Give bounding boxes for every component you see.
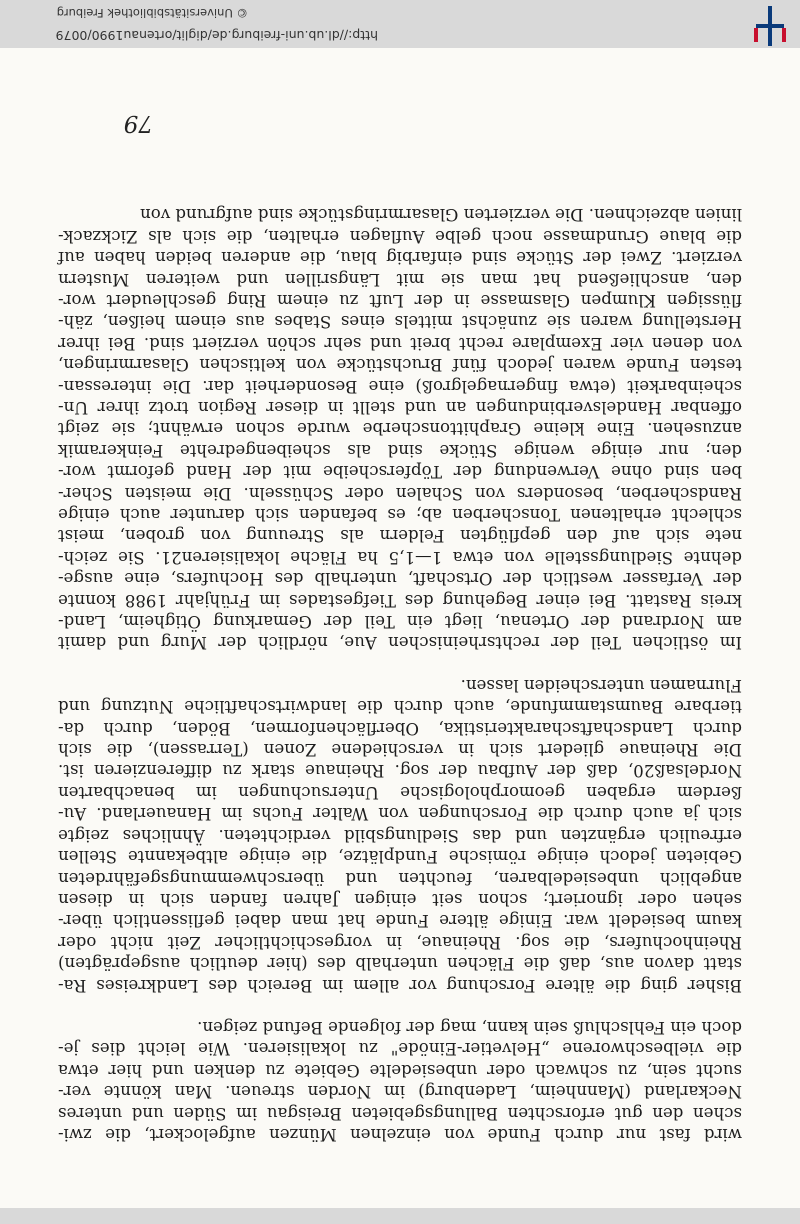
text-line: schen den gut erforschten Ballungsgebieten Breisgau im Süden und unteres (58, 1103, 742, 1123)
text-line: Bisher ging die ältere Forschung vor allem im Bereich des Landkreises Ra- (58, 975, 742, 995)
text-line: ben sind ohne Verwendung der Töpferscheibe mit der Hand geformt wor- (58, 462, 742, 482)
text-line: Randscherben, besonders von Schalen oder Schüsseln. Die meisten Scher- (58, 483, 742, 503)
text-line: wird fast nur durch Funde von einzelnen Münzen aufgelockert, die zwi- (58, 1125, 742, 1144)
page-number: 79 (123, 110, 153, 136)
copyright-notice: © Universitätsbibliothek Freiburg (56, 6, 248, 20)
paragraph (58, 674, 742, 995)
paragraph (58, 204, 742, 654)
text-line: angeblich unbesiedelbaren, feuchten und überschwemmungsgefährdeten (58, 868, 742, 888)
text-line: offenbar Handelsverbindungen an und stellt in dieser Region trotz ihrer Un- (58, 398, 742, 417)
text-line: sich ja auch durch die Forschungen von Walter Fuchs im Hanauerland. Au- (58, 804, 742, 824)
text-line: statt davon aus, daß die Flächen unterhalb des (hier deutlich ausgeprägten) (58, 954, 742, 974)
text-line: Die Rheinaue gliedert sich in verschiedene Zonen (Terrassen), die sich (58, 740, 742, 760)
university-library-logo (748, 4, 792, 48)
text-line: Im östlichen Teil der rechtsrheinischen Aue, nördlich der Murg und damit (58, 633, 742, 653)
text-line: kreis Rastatt. Bei einer Begehung des Tiefgestades im Frühjahr 1988 konnte (58, 590, 742, 610)
text-line: sehen oder ignoriert; schon seit einigen Jahren fanden sich in diesen (58, 889, 742, 909)
text-line: erfreulich ergänzten und das Siedlungsbild verdichteten. Ähnliches zeigte (58, 825, 742, 845)
text-line: dehnte Siedlungsstelle von etwa 1—1,5 ha Fläche lokalisieren21. Sie zeich- (58, 547, 742, 567)
text-line: am Nordrand der Ortenau, liegt ein Teil der Gemarkung Ötigheim, Land- (58, 612, 742, 632)
source-url[interactable]: http://dl.ub.uni-freiburg.de/diglit/ortenau1990/0079 (55, 28, 378, 43)
text-line: flüssigen Klumpen Glasmasse in der Luft zu einem Ring geschleudert wor- (58, 290, 742, 310)
text-line: verziert. Zwei der Stücke sind einfarbig blau, die anderen beiden haben auf (58, 248, 742, 268)
text-line: linien abzeichnen. Die verzierten Glasarmringstücke sind aufgrund von (140, 205, 742, 225)
text-line: doch ein Fehlschluß sein kann, mag der folgende Befund zeigen. (197, 1017, 742, 1037)
text-line: den; nur einige wenige Stücke sind als scheibengedrehte Feinkeramik (58, 440, 742, 460)
text-line: der Verfasser westlich der Ortschaft, unterhalb des Hochufers, eine ausge- (58, 569, 742, 589)
text-line: schlecht erhaltenen Tonscherben ab; es befanden sich darunter auch einige (58, 505, 742, 525)
text-line: Gebieten jedoch einige römische Fundplätze, die einige altbekannte Stellen (58, 847, 742, 867)
text-line: sucht sein, zu schwach oder unbesiedelte Gebiete zu denken und hier etwa (58, 1060, 742, 1080)
text-line: von denen vier Exemplare recht breit und sehr schön verziert sind. Bei ihrer (58, 333, 742, 353)
scan-edge-band (0, 1208, 800, 1224)
text-line: Rheinhochufers, die sog. Rheinaue, in vorgeschichtlicher Zeit nicht oder (58, 932, 742, 952)
text-line: Flurnamen unterscheiden lassen. (460, 675, 742, 695)
text-line: testen Funde waren jedoch fünf Bruchstücke von keltischen Glasarmringen, (58, 355, 742, 375)
text-line: Nordelsaß20, daß der Aufbau der sog. Rheinaue stark zu differenzieren ist. (58, 761, 742, 781)
text-line: tierbare Baumstammfunde, auch durch die landwirtschaftliche Nutzung und (58, 697, 742, 717)
text-line: Neckarland (Mannheim, Ladenburg) im Norden streuen. Man könnte ver- (58, 1082, 742, 1102)
text-line: die vielbeschworene „Helvetier-Einöde" zu lokalisieren. Wie leicht dies je- (58, 1039, 742, 1059)
text-line: die blaue Grundmasse noch gelbe Auflagen erhalten, die sich als Zickzack- (58, 226, 742, 246)
text-line: nete sich auf den gepflügten Feldern als Streuung von groben, meist (58, 526, 742, 546)
paragraph (58, 1017, 742, 1145)
text-line: scheinbarkeit (etwa fingernagelgroß) eine Besonderheit dar. Die interessan- (58, 376, 742, 396)
text-line: kaum besiedelt war. Einige ältere Funde hat man dabei geflissentlich über- (58, 911, 742, 931)
text-line: anzusehen. Eine kleine Graphittonscherbe wurde schon erwähnt; sie zeigt (58, 419, 742, 439)
text-line: durch Landschaftscharakteristika, Oberflächenformen, Böden, durch da- (58, 718, 742, 738)
document-body (58, 204, 742, 1145)
text-line: den, anschließend hat man sie mit Längsrillen und weiteren Mustern (58, 269, 742, 289)
text-line: Herstellung waren sie zunächst mittels eines Stabes aus einem heißen, zäh- (58, 312, 742, 332)
text-line: ßerdem ergaben geomorphologische Untersuchungen im benachbarten (58, 782, 742, 802)
